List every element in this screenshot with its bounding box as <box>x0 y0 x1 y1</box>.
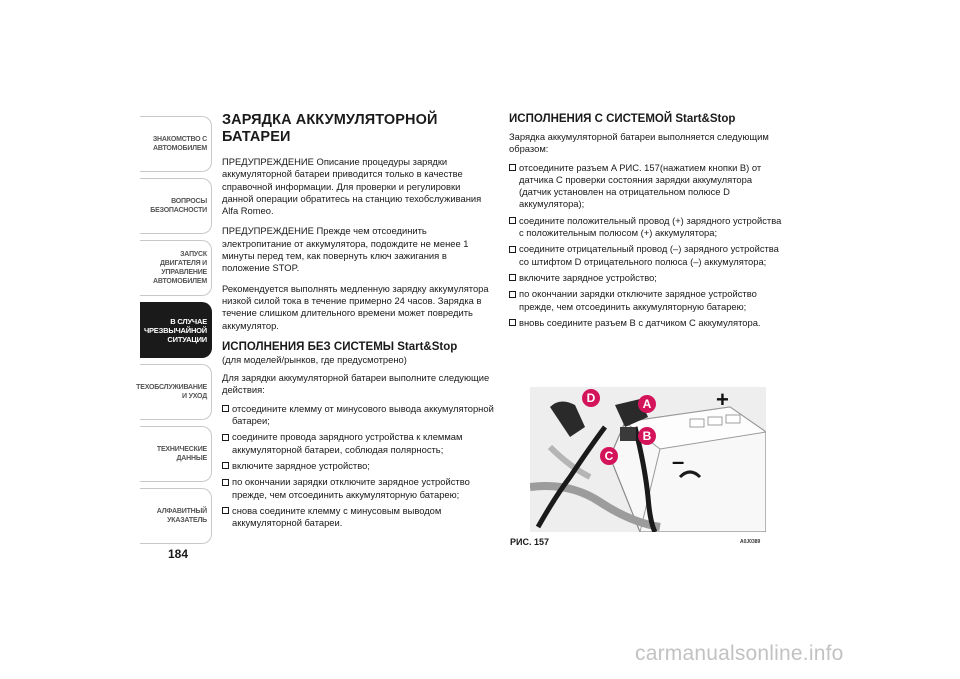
tab-maintenance[interactable] <box>136 364 212 420</box>
tab-technical-data[interactable] <box>140 426 212 482</box>
callout-d-label: D <box>586 391 596 405</box>
list-item: снова соедините клемму с минусовым выводом аккумуляторной батареи. <box>222 505 494 530</box>
list-item: по окончании зарядки отключите зарядное устройство прежде, чем отсоединить аккумуляторную батарею; <box>509 288 784 313</box>
tab-safety[interactable] <box>140 178 212 234</box>
tab-label: ТЕХОБСЛУЖИВАНИЕ И УХОД <box>136 384 207 400</box>
tab-emergency[interactable] <box>140 302 212 358</box>
battery-figure <box>530 387 766 532</box>
tab-label: АЛФАВИТНЫЙ УКАЗАТЕЛЬ <box>156 508 207 524</box>
right-column <box>509 112 784 333</box>
list-item: отсоедините разъем A РИС. 157(нажатием кнопки B) от датчика C проверки состояния зарядки аккумулятора (датчик установлен на отрицательном полюсе D аккумулятора); <box>509 162 784 211</box>
left-column <box>222 112 494 533</box>
warning-paragraph: ПРЕДУПРЕЖДЕНИЕ Описание процедуры зарядки аккумуляторной батареи приводится только в качестве справочной информации. Для проверки и регулировки данной операции обратитесь на станцию техобслуживания Alfa Romeo. <box>222 156 482 217</box>
positive-terminal-sign: + <box>716 387 729 412</box>
tab-label: В СЛУЧАЕ ЧРЕЗВЫЧАЙНОЙ СИТУАЦИИ <box>143 316 207 344</box>
figure-caption: РИС. 157 <box>510 537 549 547</box>
list-item: отсоедините клемму от минусового вывода аккумуляторной батареи; <box>222 403 494 428</box>
warning-paragraph: ПРЕДУПРЕЖДЕНИЕ Прежде чем отсоединить электропитание от аккумулятора, подождите не менее 1 минуты перед тем, как повернуть ключ зажигания в положение STOP. <box>222 225 469 274</box>
tab-label: ЗНАКОМСТВО С АВТОМОБИЛЕМ <box>152 136 207 152</box>
list-item: включите зарядное устройство; <box>509 272 784 284</box>
page-number: 184 <box>168 547 189 561</box>
section-title: ИСПОЛНЕНИЯ БЕЗ СИСТЕМЫ Start&Stop <box>222 340 458 353</box>
steps-list <box>222 403 494 530</box>
callout-a <box>638 395 656 413</box>
tab-label: ТЕХНИЧЕСКИЕ ДАННЫЕ <box>156 446 207 462</box>
section-subtitle: (для моделей/рынков, где предусмотрено) <box>222 353 407 365</box>
callout-c-label: C <box>604 449 614 463</box>
tab-label: ВОПРОСЫ БЕЗОПАСНОСТИ <box>150 198 207 214</box>
section-title: ИСПОЛНЕНИЯ С СИСТЕМОЙ Start&Stop <box>509 113 736 125</box>
tab-starting-driving[interactable] <box>140 240 212 296</box>
watermark: carmanualsonline.info <box>635 642 844 665</box>
callout-d <box>582 389 600 407</box>
section-intro: Для зарядки аккумуляторной батареи выполните следующие действия: <box>222 372 490 396</box>
chapter-tabs <box>136 116 212 550</box>
figure-code: A0J0389 <box>740 539 761 545</box>
list-item: включите зарядное устройство; <box>222 460 494 472</box>
steps-list <box>509 162 784 330</box>
tab-intro[interactable] <box>140 116 212 172</box>
list-item: соедините отрицательный провод (–) зарядного устройства со штифтом D отрицательного полюса (–) аккумулятора; <box>509 243 784 268</box>
list-item: соедините положительный провод (+) зарядного устройства с положительным полюсом (+) аккумулятора; <box>509 215 784 240</box>
list-item: по окончании зарядки отключите зарядное устройство прежде, чем отсоединить аккумуляторную батарею; <box>222 476 494 501</box>
recommendation-paragraph: Рекомендуется выполнять медленную зарядку аккумулятора низкой силой тока в течение примерно 24 часов. Зарядка в течение слишком длительного времени может повредить аккумулятор. <box>222 282 489 331</box>
callout-a-label: A <box>642 397 652 411</box>
tab-label: ЗАПУСК ДВИГАТЕЛЯ И УПРАВЛЕНИЕ АВТОМОБИЛЕМ <box>153 251 207 285</box>
tab-index[interactable] <box>140 488 212 544</box>
negative-terminal-sign: – <box>672 449 685 474</box>
list-item: вновь соедините разъем B с датчиком C аккумулятора. <box>509 317 784 329</box>
page-title: ЗАРЯДКА АККУМУЛЯТОРНОЙ БАТАРЕИ <box>222 112 438 145</box>
list-item: соедините провода зарядного устройства к клеммам аккумуляторной батареи, соблюдая полярность; <box>222 431 494 456</box>
callout-c <box>600 447 618 465</box>
callout-b-label: B <box>642 429 652 443</box>
section-intro: Зарядка аккумуляторной батареи выполняется следующим образом: <box>509 131 769 155</box>
callout-b <box>638 427 656 445</box>
